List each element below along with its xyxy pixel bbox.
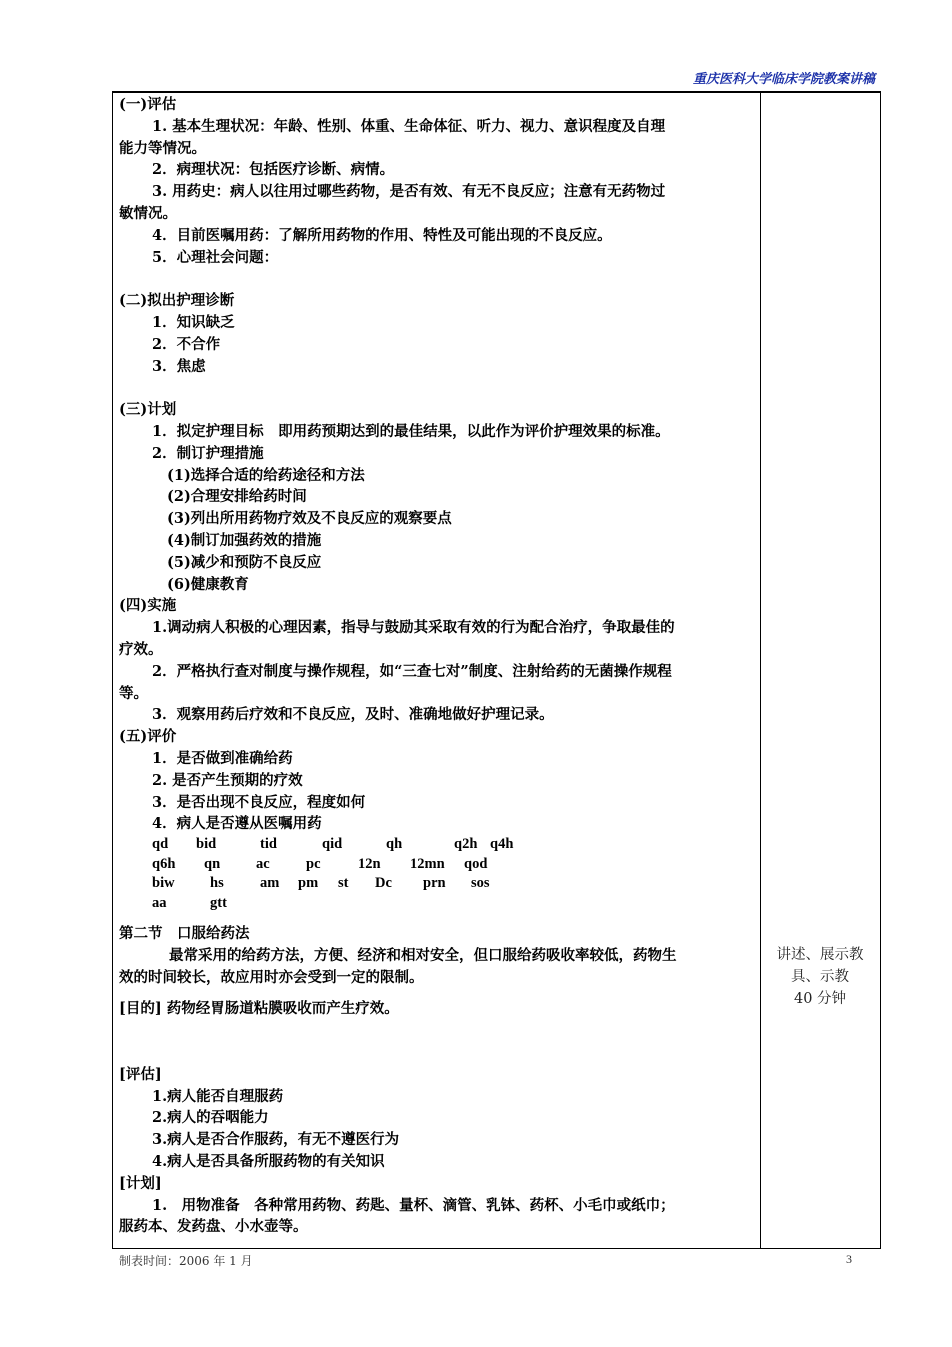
section-item: 3．焦虑 [152,357,206,375]
section-item: 2．不合作 [152,335,221,353]
section-heading: (二)拟出护理诊断 [119,292,235,310]
section-item: 1.调动病人积极的心理因素，指导与鼓励其采取有效的行为配合治疗，争取最佳的 [152,619,675,637]
chapter-intro: 效的时间较长，故应用时亦会受到一定的限制。 [119,968,424,986]
abbreviation: q2h [454,836,478,853]
chapter-intro: 最常采用的给药方法，方便、经济和相对安全，但口服给药吸收率较低，药物生 [169,946,677,964]
section-subitem: (5)减少和预防不良反应 [167,553,322,571]
column-divider [760,92,761,1248]
section-item: 2．严格执行查对制度与操作规程，如“三查七对”制度、注射给药的无菌操作规程 [152,662,672,680]
side-note-line: 40 分钟 [793,991,847,1007]
assess-item: 3.病人是否合作服药，有无不遵医行为 [152,1131,400,1149]
abbreviation: am [260,875,280,892]
section-item: 3．是否出现不良反应，程度如何 [152,793,366,811]
section-heading: (五)评价 [119,728,177,746]
section-item: 1．是否做到准确给药 [152,749,293,767]
abbreviation: 12mn [410,855,445,872]
side-note-line: 具、示教 [791,969,849,985]
section-item: 2．病理状况：包括医疗诊断、病情。 [152,161,395,179]
abbreviation: pc [306,855,321,872]
section-item: 1．知识缺乏 [152,313,235,331]
abbreviation: hs [210,875,224,892]
abbreviation: qd [152,836,169,853]
section-item: 疗效。 [119,640,163,658]
purpose-text: [目的] 药物经胃肠道粘膜吸收而产生疗效。 [119,1000,399,1018]
section-item: 1. 基本生理状况：年龄、性别、体重、生命体征、听力、视力、意识程度及自理 [152,117,666,135]
side-note-line: 讲述、展示教 [776,947,864,963]
section-item: 3. 用药史：病人以往用过哪些药物，是否有效、有无不良反应；注意有无药物过 [152,183,666,201]
teaching-method-note [763,944,877,1010]
lesson-content [119,94,755,1238]
abbreviation-row [119,835,755,855]
assess-item: 4.病人是否具备所服药物的有关知识 [152,1153,385,1171]
abbreviation: aa [152,894,167,911]
plan-item: 1. 用物准备 各种常用药物、药匙、量杯、滴管、乳钵、药杯、小毛巾或纸巾； [152,1196,675,1214]
abbreviation: tid [260,836,277,853]
abbreviation: gtt [210,894,227,911]
abbreviation: qn [204,855,221,872]
section-subitem: (2)合理安排给药时间 [167,488,307,506]
abbreviation: bid [196,836,217,853]
header-title: 重庆医科大学临床学院教案讲稿 [692,72,875,87]
abbreviation: biw [152,875,175,892]
abbreviation: 12n [358,855,381,872]
section-heading: (一)评估 [119,96,177,113]
abbreviation: qid [322,836,343,853]
footer-date: 制表时间：2006 年 1 月 [119,1254,253,1268]
section-subitem: (3)列出所用药物疗效及不良反应的观察要点 [167,510,452,528]
section-subitem: (6)健康教育 [167,575,249,593]
section-item: 4．目前医嘱用药：了解所用药物的作用、特性及可能出现的不良反应。 [152,226,612,244]
abbreviation-row [119,894,755,914]
abbreviation: pm [298,875,319,892]
section-item: 5．心理社会问题： [152,248,279,266]
abbreviation: prn [423,875,446,892]
section-item: 1．拟定护理目标 即用药预期达到的最佳结果，以此作为评价护理效果的标准。 [152,422,670,440]
abbreviation: st [338,875,349,892]
section-item: 4．病人是否遵从医嘱用药 [152,815,322,833]
section-heading: (四)实施 [119,597,177,615]
abbreviation: q4h [490,836,514,853]
abbreviation-row [119,855,755,875]
plan-heading: [计划] [119,1174,162,1192]
chapter-heading: 第二节 口服给药法 [119,925,250,943]
section-item: 敏情况。 [119,204,177,222]
abbreviation: q6h [152,855,176,872]
section-subitem: (1)选择合适的给药途径和方法 [167,466,365,484]
section-heading: (三)计划 [119,401,177,419]
section-item: 3．观察用药后疗效和不良反应，及时、准确地做好护理记录。 [152,706,554,724]
abbreviation-row [119,874,755,894]
assess-item: 1.病人能否自理服药 [152,1087,284,1105]
assess-heading: [评估] [119,1065,162,1083]
page-number: 3 [846,1252,852,1266]
abbreviation: ac [256,855,270,872]
abbreviation: sos [471,875,490,892]
section-subitem: (4)制订加强药效的措施 [167,531,322,549]
abbreviation: Dc [375,875,392,892]
section-item: 等。 [119,684,148,702]
abbreviation: qod [464,855,488,872]
assess-item: 2.病人的吞咽能力 [152,1109,269,1127]
abbreviation: qh [386,836,403,853]
section-item: 2．制订护理措施 [152,444,264,462]
plan-item: 服药本、发药盘、小水壶等。 [119,1218,308,1236]
section-item: 能力等情况。 [119,139,206,157]
section-item: 2. 是否产生预期的疗效 [152,771,303,789]
